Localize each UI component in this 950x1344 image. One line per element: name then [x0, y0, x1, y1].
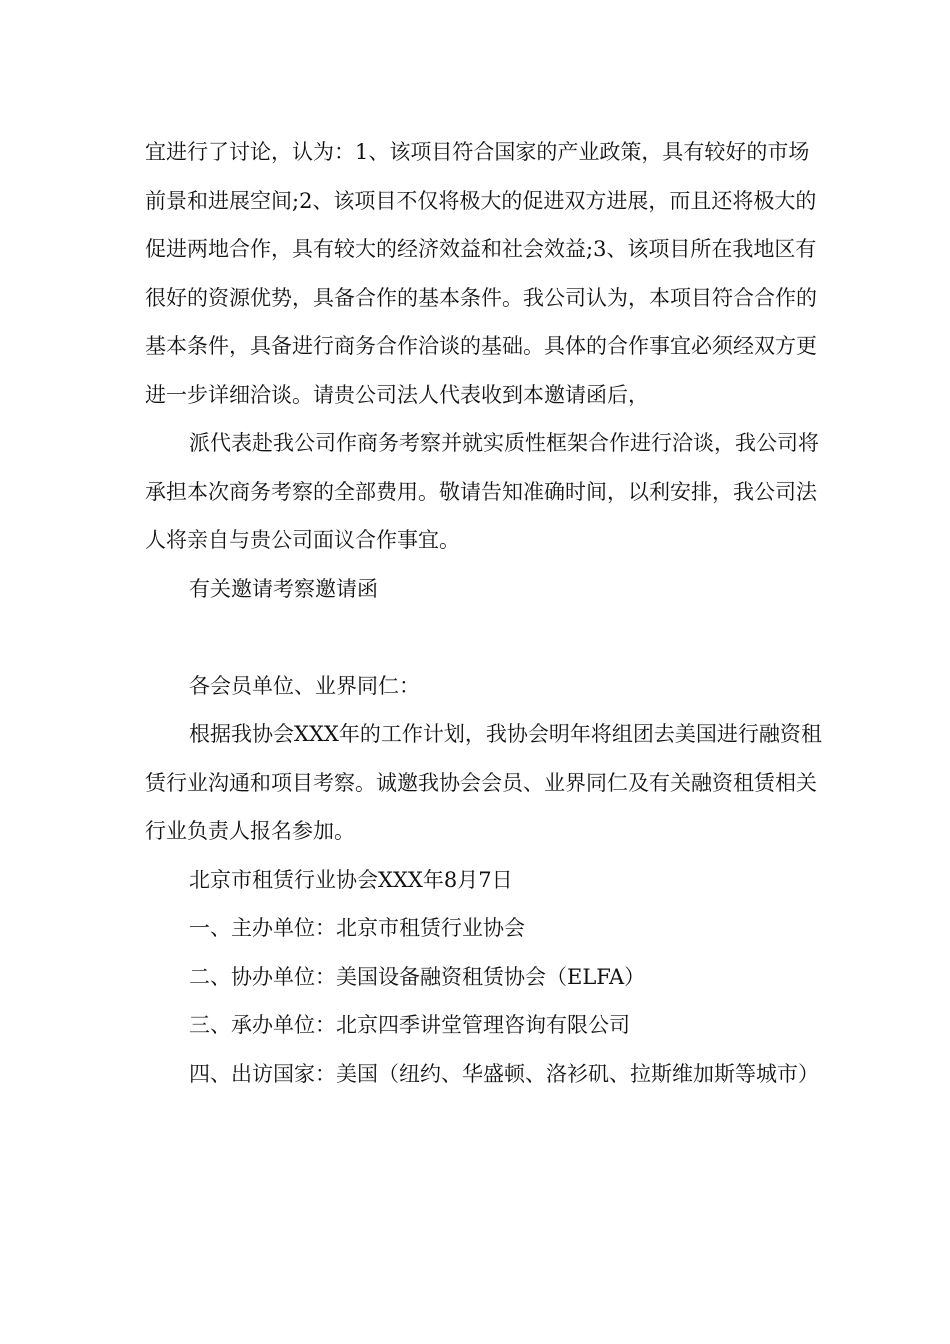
letter-salutation: 各会员单位、业界同仁：	[189, 673, 420, 698]
letter-signature-date: 北京市租赁行业协会XXX年8月7日	[189, 867, 513, 892]
item-co-organizer: 二、协办单位：美国设备融资租赁协会（ELFA）	[189, 964, 646, 989]
letter-heading: 有关邀请考察邀请函	[189, 576, 378, 601]
item-organizer: 一、主办单位：北京市租赁行业协会	[189, 916, 525, 940]
item-visit-country: 四、出访国家：美国（纽约、华盛顿、洛衫矶、拉斯维加斯等城市）	[189, 1061, 819, 1086]
paragraph-invitation-body: 根据我协会XXX年的工作计划，我协会明年将组团去美国进行融资租赁行业沟通和项目考察。诚邀我协会会员、业界同仁及有关融资租赁相关行业负责人报名参加。	[145, 722, 822, 843]
paragraph-discussion-conclusion: 宜进行了讨论，认为：1、该项目符合国家的产业政策，具有较好的市场前景和进展空间;2、该项目不仅将极大的促进双方进展，而且还将极大的促进两地合作，具有较大的经济效益和社会效益;3、该项目所在我地区有很好的资源优势，具备合作的基本条件。我公司认为，本项目符合合作的基本条件，具备进行商务合作洽谈的基础。具体的合作事宜必须经双方更进一步详细洽谈。请贵公司法人代表收到本邀请函后，	[145, 140, 817, 407]
paragraph-send-representative: 派代表赴我公司作商务考察并就实质性框架合作进行洽谈，我公司将承担本次商务考察的全部费用。敬请告知准确时间，以利安排，我公司法人将亲自与贵公司面议合作事宜。	[145, 431, 819, 552]
item-undertaker: 三、承办单位：北京四季讲堂管理咨询有限公司	[189, 1013, 630, 1037]
document-body	[145, 128, 825, 1098]
blank-line	[145, 613, 825, 662]
